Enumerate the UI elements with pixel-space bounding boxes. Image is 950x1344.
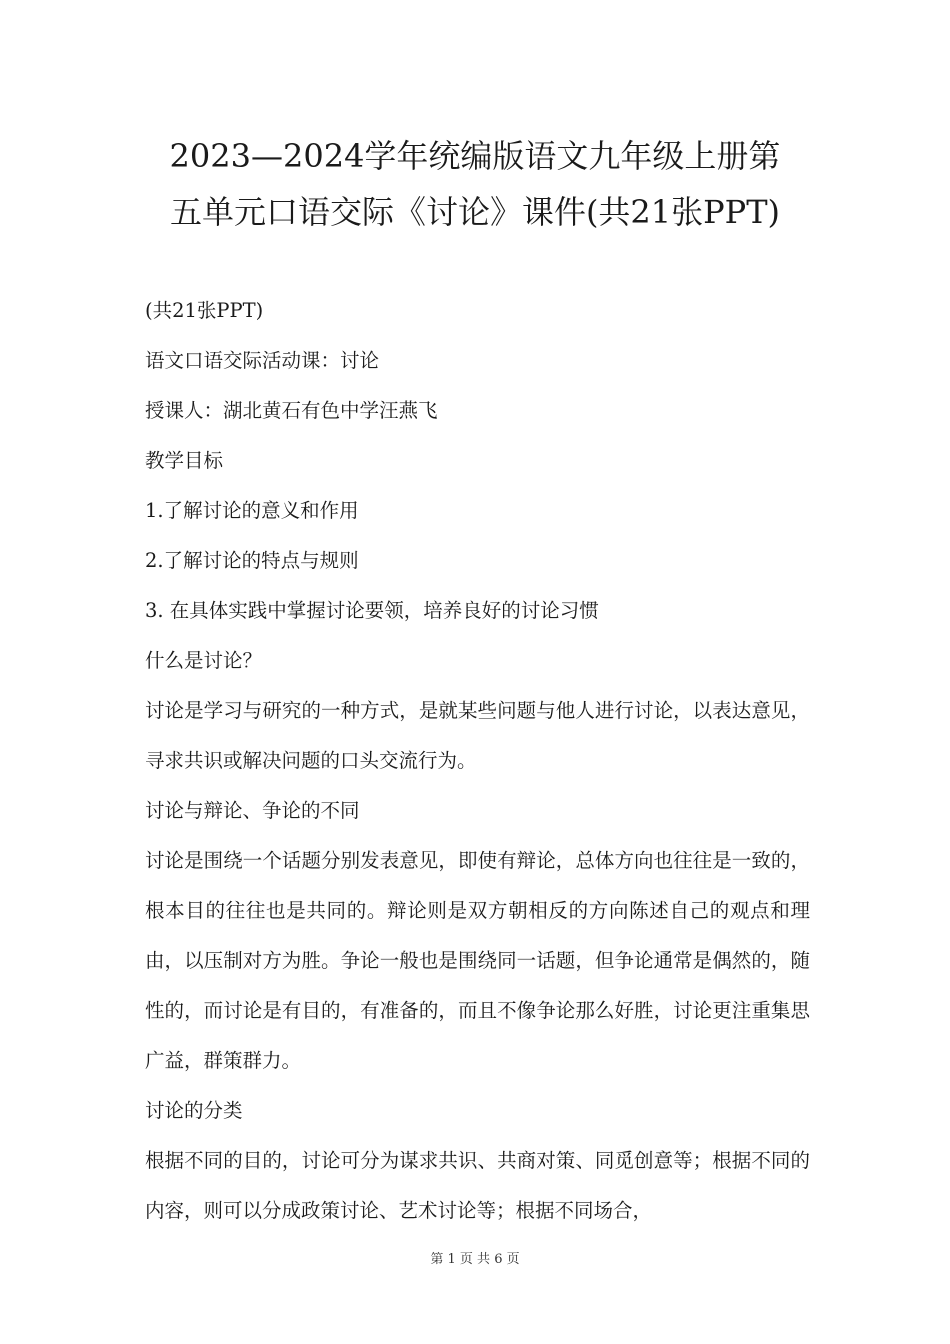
- title-line-2: 五单元口语交际《讨论》课件(共21张PPT): [169, 193, 781, 231]
- page-number-footer: 第 1 页 共 6 页: [430, 1252, 520, 1267]
- paragraph: 3. 在具体实践中掌握讨论要领，培养良好的讨论习惯: [145, 599, 599, 622]
- title-line-1: 2023—2024学年统编版语文九年级上册第: [169, 137, 781, 175]
- paragraph: 讨论与辩论、争论的不同: [145, 799, 360, 822]
- paragraph: 1.了解讨论的意义和作用: [145, 499, 359, 522]
- paragraph: 教学目标: [145, 449, 224, 472]
- paragraph: 讨论是围绕一个话题分别发表意见，即使有辩论，总体方向也往往是一致的，根本目的往往也是共同的。辩论则是双方朝相反的方向陈述自己的观点和理由，以压制对方为胜。争论一般也是围绕同一话题，但争论通常是偶然的，随性的，而讨论是有目的，有准备的，而且不像争论那么好胜，讨论更注重集思广益，群策群力。: [145, 849, 810, 1072]
- paragraph: 根据不同的目的，讨论可分为谋求共识、共商对策、同觅创意等；根据不同的内容，则可以分成政策讨论、艺术讨论等；根据不同场合，: [145, 1149, 810, 1222]
- paragraph: 授课人：湖北黄石有色中学汪燕飞: [145, 399, 438, 422]
- document-body: [145, 286, 810, 1236]
- paragraph: 讨论是学习与研究的一种方式，是就某些问题与他人进行讨论，以表达意见，寻求共识或解决问题的口头交流行为。: [145, 699, 810, 772]
- paragraph: 什么是讨论？: [145, 649, 263, 672]
- paragraph: 2.了解讨论的特点与规则: [145, 549, 359, 572]
- paragraph: 语文口语交际活动课：讨论: [145, 349, 380, 372]
- paragraph: 讨论的分类: [145, 1099, 243, 1122]
- document-title: [100, 128, 850, 240]
- paragraph: (共21张PPT): [145, 299, 264, 322]
